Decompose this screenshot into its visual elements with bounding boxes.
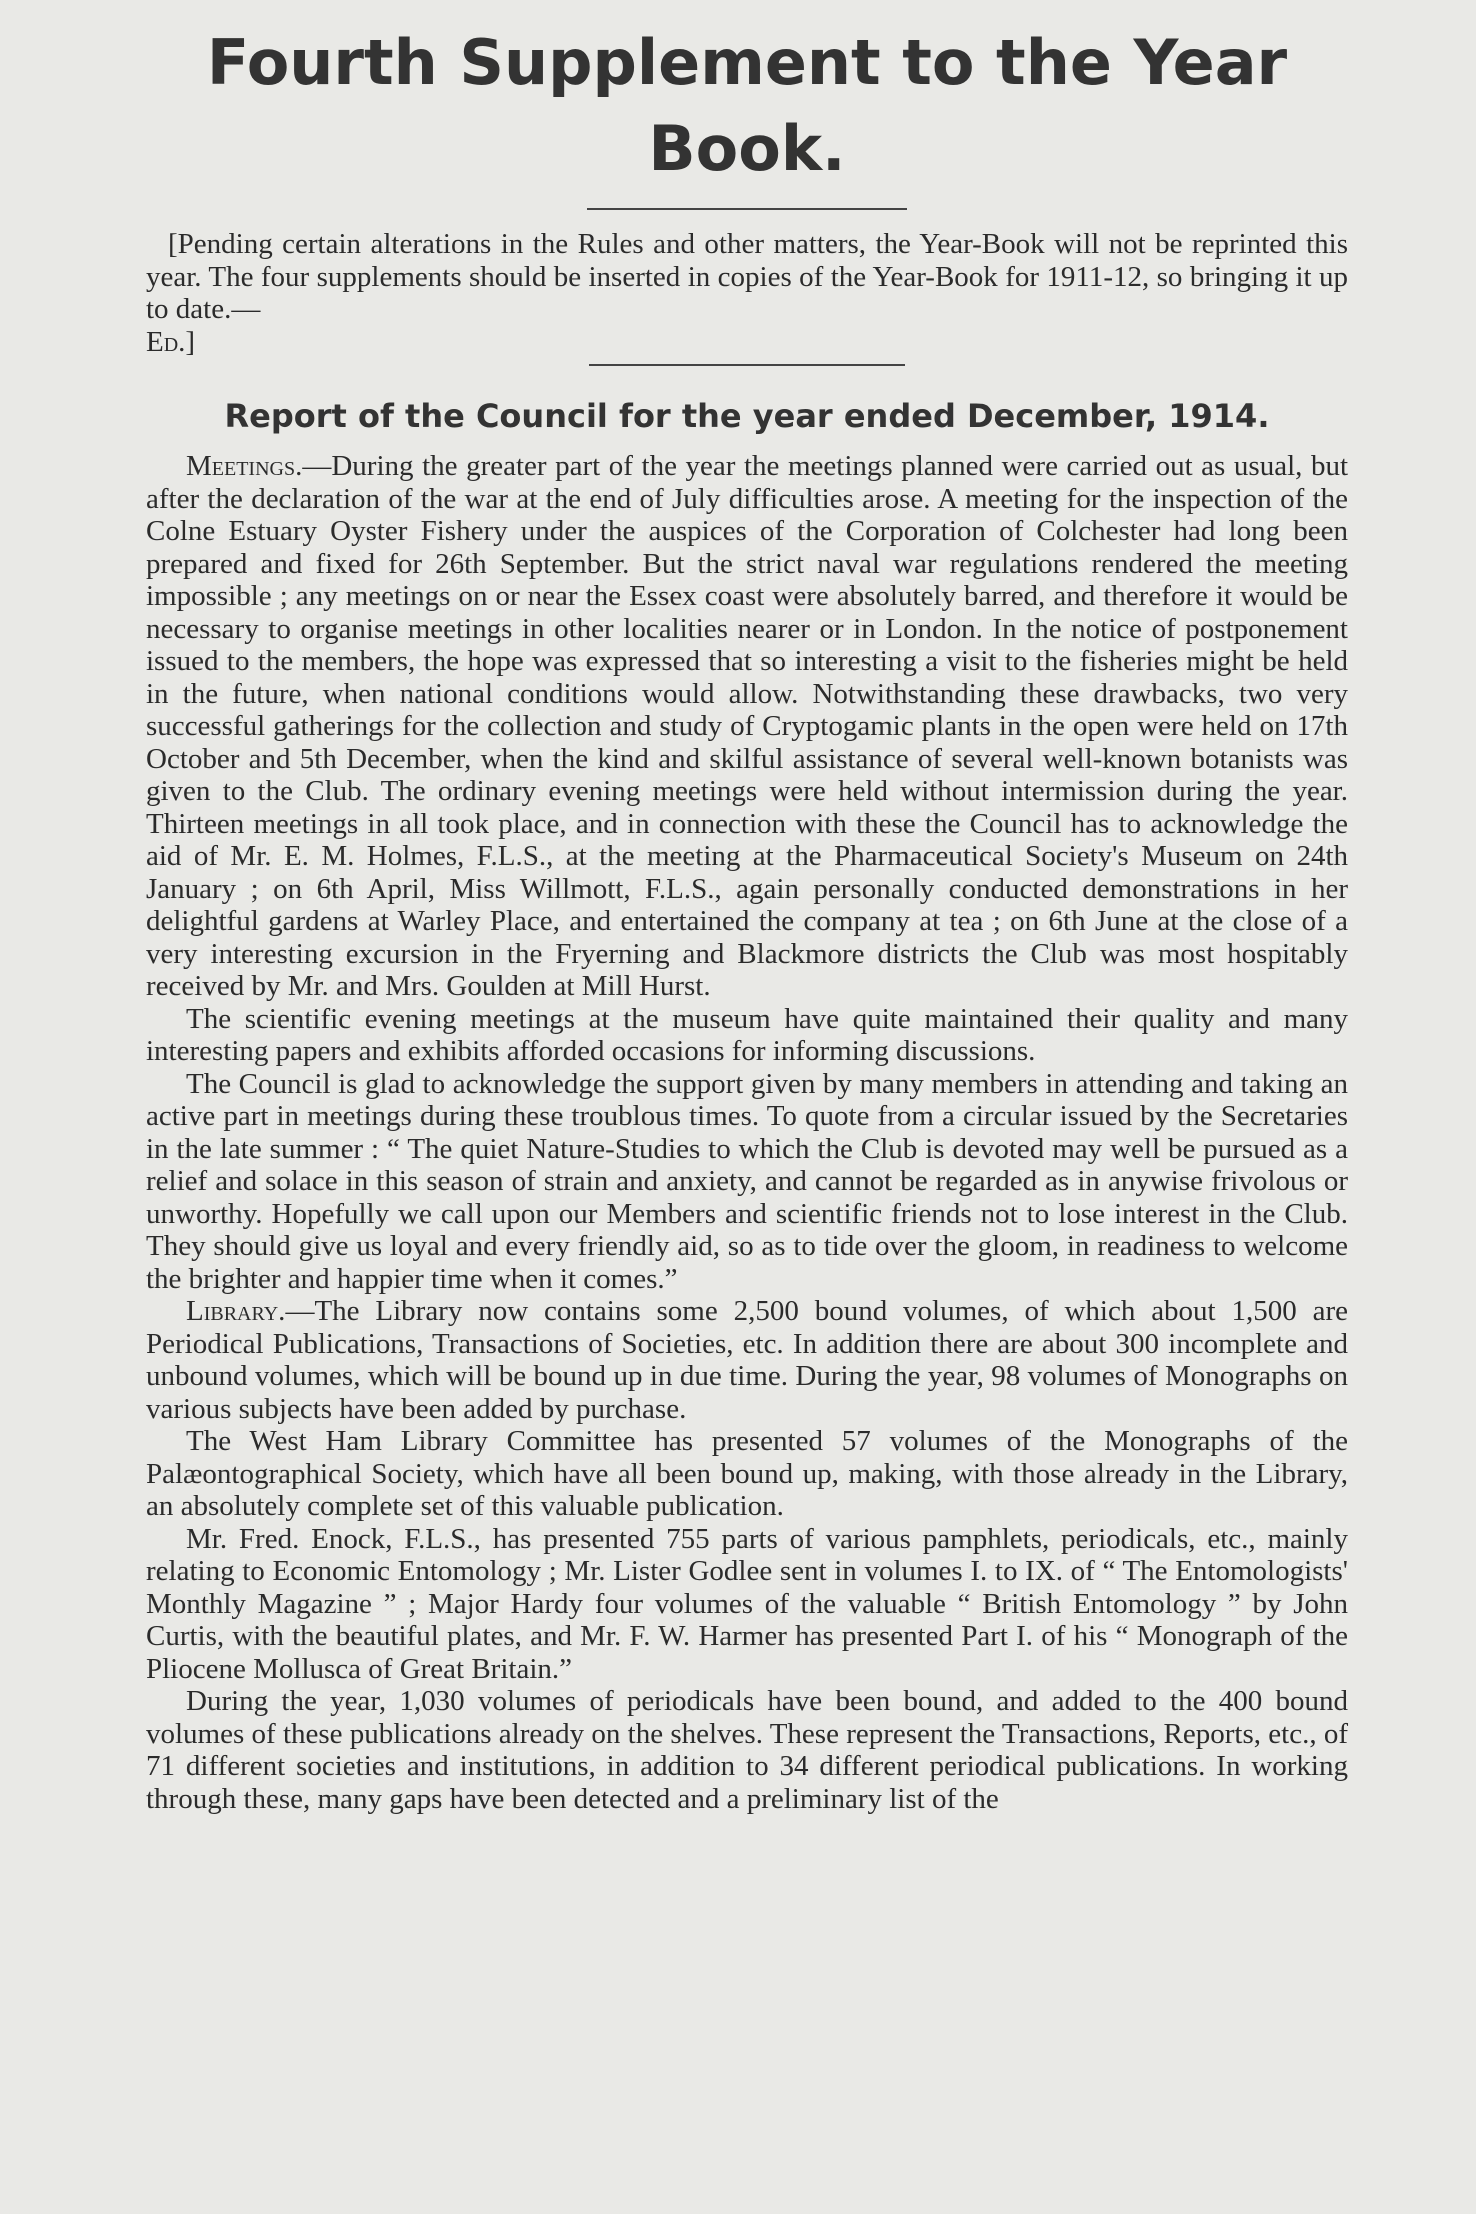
paragraph-text: Mr. Fred. Enock, F.L.S., has presented 755 parts of various pamphlets, periodicals, etc., mainly relating to Economic Entomology ; Mr. Lister Godlee sent in volumes I. to IX. of “ The Entomologists' Monthly Magazine ” ; Major Hardy four volumes of the valuable “ British Entomology ” by John Curtis, with the beautiful plates, and Mr. F. W. Harmer has presented Part I. of his “ Monograph of the Pliocene Mollusca of Great Britain.”	[146, 1522, 1348, 1685]
paragraph	[146, 1003, 1348, 1068]
paragraph-text: The West Ham Library Committee has presented 57 volumes of the Monographs of the Palæontographical Society, which have all been bound up, making, with those already in the Library, an absolutely complete set of this valuable publication.	[146, 1425, 1348, 1522]
title-rule	[587, 208, 907, 210]
page-title: Fourth Supplement to the Year Book.	[206, 26, 1288, 185]
paragraph-text: The Council is glad to acknowledge the support given by many members in attending and taking an active part in meetings during these troublous times. To quote from a circular issued by the Secretaries in the late summer : “ The quiet Nature-Studies to which the Club is devoted may well be pursued as a relief and solace in this season of strain and anxiety, and cannot be regarded as in anywise frivolous or unworthy. Hopefully we call upon our Members and scientific friends not to lose interest in the Club. They should give us loyal and every friendly aid, so as to tide over the gloom, in readiness to welcome the brighter and happier time when it comes.”	[146, 1067, 1348, 1295]
paragraph-lead: Meetings.	[186, 450, 303, 482]
paragraph-text: During the year, 1,030 volumes of periodicals have been bound, and added to the 400 bound volumes of these publications already on the shelves. These represent the Transactions, Reports, etc., of 71 different societies and institutions, in addition to 34 different periodical publications. In working through these, many gaps have been detected and a preliminary list of the	[146, 1685, 1348, 1815]
section-rule	[589, 364, 905, 366]
paragraph	[146, 1068, 1348, 1296]
paragraph-text: —During the greater part of the year the meetings planned were carried out as usual, but after the declaration of the war at the end of July difficulties arose. A meeting for the inspection of the Colne Estuary Oyster Fishery under the auspices of the Corporation of Colchester had long been prepared and fixed for 26th September. But the strict naval war regulations rendered the meeting impossible ; any meetings on or near the Essex coast were absolutely barred, and therefore it would be necessary to organise meetings in other localities nearer or in London. In the notice of postponement issued to the members, the hope was expressed that so interesting a visit to the fisheries might be held in the future, when national conditions would allow. Notwithstanding these drawbacks, two very successful gatherings for the collection and study of Cryptogamic plants in the open were held on 17th October and 5th December, when the kind and skilful assistance of several well-known botanists was given to the Club. The ordinary evening meetings were held without intermission during the year. Thirteen meetings in all took place, and in connection with these the Council has to acknowledge the aid of Mr. E. M. Holmes, F.L.S., at the meeting at the Pharmaceutical Society's Museum on 24th January ; on 6th April, Miss Willmott, F.L.S., again personally conducted demonstrations in her delightful gardens at Warley Place, and entertained the company at tea ; on 6th June at the close of a very interesting excursion in the Fryerning and Blackmore districts the Club was most hospitably received by Mr. and Mrs. Goulden at Mill Hurst.	[146, 450, 1348, 1002]
paragraph-library	[146, 1295, 1348, 1425]
editor-signature: Ed.]	[146, 325, 196, 358]
paragraph-text: The scientific evening meetings at the museum have quite maintained their quality and many interesting papers and exhibits afforded occasions for informing discussions.	[146, 1002, 1348, 1067]
paragraph-text: —The Library now contains some 2,500 bound volumes, of which about 1,500 are Periodical Publications, Transactions of Societies, etc. In addition there are about 300 incomplete and unbound volumes, which will be bound up in due time. During the year, 98 volumes of Monographs on various subjects have been added by purchase.	[146, 1295, 1348, 1425]
editor-note-text: [Pending certain alterations in the Rules and other matters, the Year-Book will not be reprinted this year. The four supplements should be inserted in copies of the Year-Book for 1911-12, so bringing it up to date.—	[146, 228, 1348, 325]
paragraph	[146, 1425, 1348, 1523]
paragraph	[146, 1523, 1348, 1686]
paragraph-lead: Library.	[186, 1295, 286, 1327]
editor-note	[146, 228, 1348, 358]
paragraph-meetings	[146, 450, 1348, 1003]
report-body	[146, 450, 1348, 1815]
report-heading: Report of the Council for the year ended December, 1914.	[224, 397, 1270, 435]
paragraph	[146, 1685, 1348, 1815]
